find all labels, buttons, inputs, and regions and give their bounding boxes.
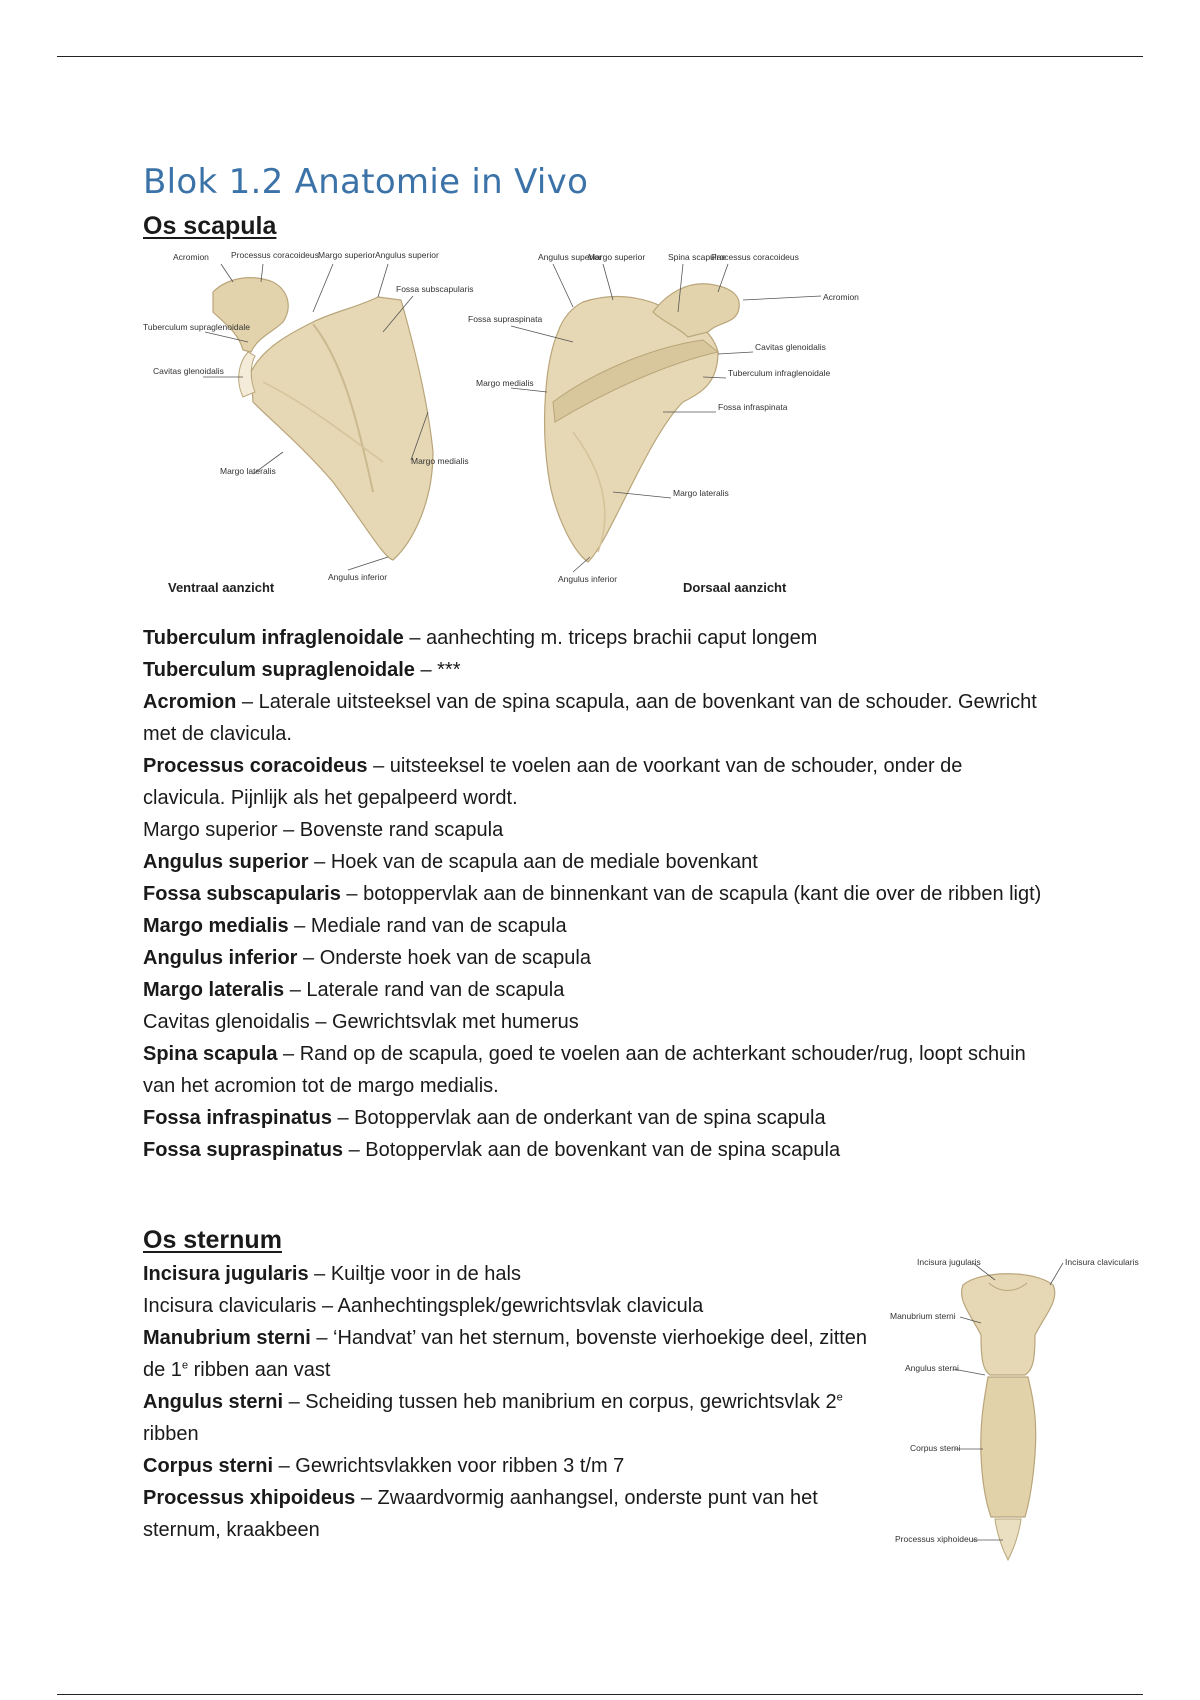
label-angulus-sterni: Angulus sterni <box>905 1363 959 1373</box>
list-item: Corpus sterni – Gewrichtsvlakken voor ribben 3 t/m 7 <box>143 1455 625 1477</box>
label-angulus-inferior-dorsal: Angulus inferior <box>558 574 618 584</box>
sternum-heading: Os sternum <box>143 1226 282 1254</box>
label-angulus-inferior-ventral: Angulus inferior <box>328 572 388 582</box>
page-title: Blok 1.2 Anatomie in Vivo <box>143 162 589 202</box>
list-item: Margo lateralis – Laterale rand van de scapula <box>143 979 565 1001</box>
list-item: Spina scapula – Rand op de scapula, goed te voelen aan de achterkant schouder/rug, loopt schuin van het acromion tot de margo medialis. <box>143 1043 1026 1097</box>
list-item: Angulus sterni – Scheiding tussen heb manibrium en corpus, gewrichtsvlak 2e ribben <box>143 1391 843 1445</box>
label-incisura-clavicularis: Incisura clavicularis <box>1065 1257 1139 1267</box>
label-fossa-supraspinata: Fossa supraspinata <box>468 314 543 324</box>
label-processus-coracoideus-ventral: Processus coracoideus <box>231 250 319 260</box>
list-item: Cavitas glenoidalis – Gewrichtsvlak met humerus <box>143 1011 579 1033</box>
list-item: Angulus superior – Hoek van de scapula aan de mediale bovenkant <box>143 851 758 873</box>
label-fossa-subscapularis: Fossa subscapularis <box>396 284 474 294</box>
list-item: Angulus inferior – Onderste hoek van de scapula <box>143 947 591 969</box>
scapula-figure <box>143 252 883 602</box>
label-margo-medialis-ventral: Margo medialis <box>411 456 469 466</box>
label-angulus-superior-dorsal: Angulus superior <box>538 252 602 262</box>
list-item: Tuberculum supraglenoidale – *** <box>143 659 461 681</box>
label-margo-lateralis-ventral: Margo lateralis <box>220 466 276 476</box>
label-acromion-ventral: Acromion <box>173 252 209 262</box>
list-item: Fossa supraspinatus – Botoppervlak aan de bovenkant van de spina scapula <box>143 1139 841 1161</box>
label-fossa-infraspinata: Fossa infraspinata <box>718 402 788 412</box>
label-margo-superior-ventral: Margo superior <box>318 250 376 260</box>
sternum-drawing <box>962 1274 1055 1560</box>
list-item: Tuberculum infraglenoidale – aanhechting m. triceps brachii caput longem <box>143 627 818 649</box>
label-manubrium-sterni: Manubrium sterni <box>890 1311 956 1321</box>
label-cavitas-glenoidalis-dorsal: Cavitas glenoidalis <box>755 342 826 352</box>
label-processus-coracoideus-dorsal: Processus coracoideus <box>711 252 799 262</box>
label-angulus-superior-ventral: Angulus superior <box>375 250 439 260</box>
list-item: Margo medialis – Mediale rand van de scapula <box>143 915 567 937</box>
sternum-definition-list <box>143 1258 883 1546</box>
label-incisura-jugularis: Incisura jugularis <box>917 1257 981 1267</box>
list-item: Margo superior – Bovenste rand scapula <box>143 819 504 841</box>
header-rule <box>57 56 1143 57</box>
list-item: Processus coracoideus – uitsteeksel te voelen aan de voorkant van de schouder, onder de clavicula. Pijnlijk als het gepalpeerd wordt. <box>143 755 963 809</box>
caption-ventral: Ventraal aanzicht <box>168 580 275 595</box>
list-item: Manubrium sterni – ‘Handvat’ van het sternum, bovenste vierhoekige deel, zitten de 1e ribben aan vast <box>143 1327 868 1381</box>
label-margo-lateralis-dorsal: Margo lateralis <box>673 488 729 498</box>
label-corpus-sterni: Corpus sterni <box>910 1443 961 1453</box>
label-acromion-dorsal: Acromion <box>823 292 859 302</box>
footer-rule <box>57 1694 1143 1695</box>
list-item: Incisura jugularis – Kuiltje voor in de hals <box>143 1263 521 1285</box>
label-margo-medialis-dorsal: Margo medialis <box>476 378 534 388</box>
label-tuberculum-supraglenoidale: Tuberculum supraglenoidale <box>143 322 250 332</box>
list-item: Acromion – Laterale uitsteeksel van de spina scapula, aan de bovenkant van de schouder. Gewricht met de clavicula. <box>143 691 1037 745</box>
label-spina-scapulae: Spina scapulae <box>668 252 727 262</box>
label-cavitas-glenoidalis-ventral: Cavitas glenoidalis <box>153 366 224 376</box>
list-item: Incisura clavicularis – Aanhechtingsplek/gewrichtsvlak clavicula <box>143 1295 704 1317</box>
scapula-definition-list <box>143 622 1043 1166</box>
label-processus-xiphoideus: Processus xiphoideus <box>895 1534 978 1544</box>
caption-dorsal: Dorsaal aanzicht <box>683 580 787 595</box>
label-tuberculum-infraglenoidale: Tuberculum infraglenoidale <box>728 368 831 378</box>
scapula-heading: Os scapula <box>143 212 277 240</box>
sternum-figure <box>885 1255 1139 1565</box>
list-item: Processus xhipoideus – Zwaardvormig aanhangsel, onderste punt van het sternum, kraakbeen <box>143 1487 818 1541</box>
list-item: Fossa subscapularis – botoppervlak aan de binnenkant van de scapula (kant die over de ribben ligt) <box>143 883 1042 905</box>
list-item: Fossa infraspinatus – Botoppervlak aan de onderkant van de spina scapula <box>143 1107 826 1129</box>
label-margo-superior-dorsal: Margo superior <box>588 252 646 262</box>
